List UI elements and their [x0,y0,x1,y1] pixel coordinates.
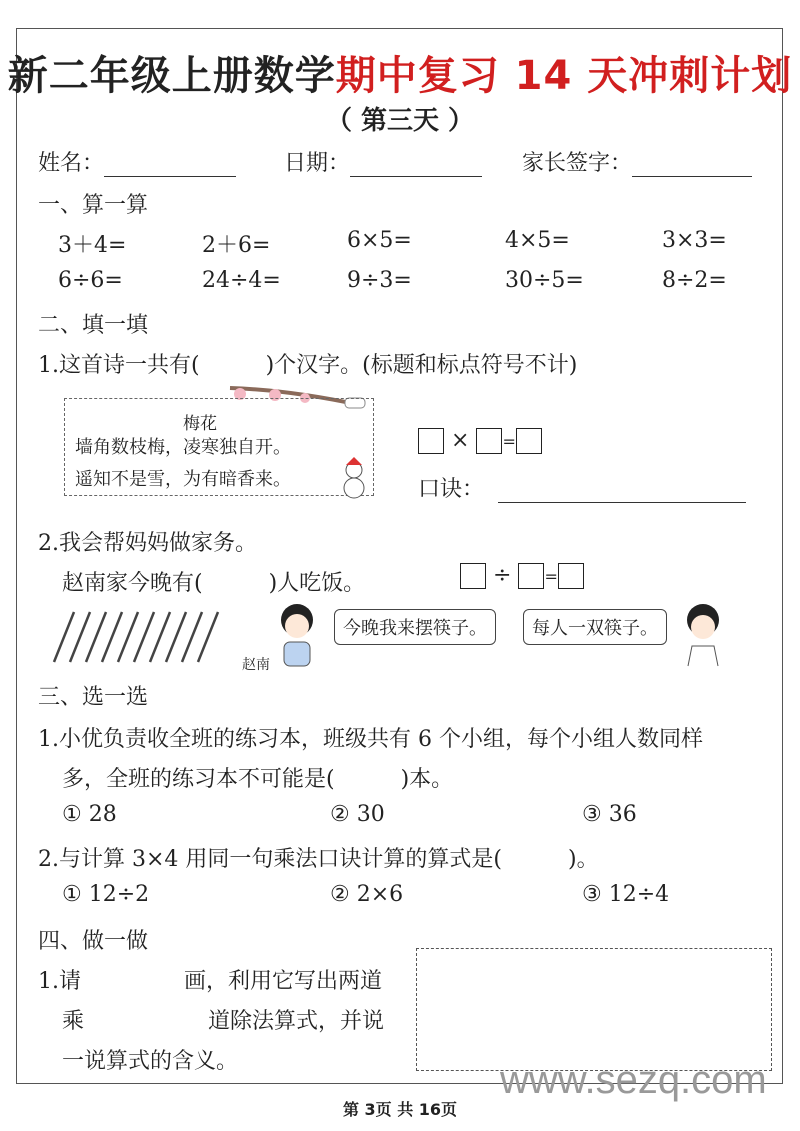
division-boxes[interactable] [460,563,584,589]
section1-heading: 一、算一算 [38,193,149,218]
question-3-1: 1.小优负责收全班的练习本，班级共有 6 个小组，每个小组人数同样 [38,727,703,752]
question-4-1-c: 乘 [62,1009,85,1034]
section4-heading: 四、做一做 [38,929,149,954]
title-black: 新二年级上册数学 [7,53,336,99]
zhaonan-label: 赵南 [242,657,270,673]
sign-label: 家长签字： [522,151,633,176]
calc-1: 3＋4= [58,233,127,258]
option-3-2-b[interactable]: ② 2×6 [330,882,404,907]
option-3-1-b[interactable]: ② 30 [330,802,385,827]
answer-box[interactable] [418,428,444,454]
answer-box[interactable] [518,563,544,589]
poem-box [64,398,374,496]
option-3-2-a[interactable]: ① 12÷2 [62,882,150,907]
divide-sign: ÷ [493,563,512,588]
section2-heading: 二、填一填 [38,313,149,338]
question-4-1-e: 一说算式的含义。 [62,1049,239,1074]
equals-sign: = [544,567,558,586]
equals-sign: = [502,432,516,451]
question-3-1-cont: 多，全班的练习本不可能是( )本。 [62,767,454,792]
question-2-2-blank: 赵南家今晚有( )人吃饭。 [62,571,366,596]
question-4-1-a: 1.请 [38,969,81,994]
boy-zhaonan-illustration [272,600,322,670]
watermark: www.sezq.com [500,1058,767,1102]
page-title [0,44,800,101]
chopsticks-illustration [50,608,220,664]
answer-box[interactable] [558,563,584,589]
drawing-area[interactable] [416,948,772,1071]
question-4-1-d: 道除法算式，并说 [208,1009,385,1034]
calc-8: 9÷3= [347,268,412,293]
section3-heading: 三、选一选 [38,685,149,710]
koujue-field[interactable] [418,472,746,503]
question-3-2: 2.与计算 3×4 用同一句乘法口诀计算的算式是( )。 [38,847,599,872]
question-2-2: 2.我会帮妈妈做家务。 [38,531,257,556]
name-field[interactable] [38,146,236,177]
calc-3: 6×5= [347,228,412,253]
calc-6: 6÷6= [58,268,123,293]
poem-line-1: 墙角数枝梅，凌寒独自开。 [75,437,291,458]
calc-4: 4×5= [505,228,570,253]
option-3-2-c[interactable]: ③ 12÷4 [582,882,670,907]
times-sign: × [451,428,470,453]
name-label: 姓名： [38,151,105,176]
question-4-1-b: 画，利用它写出两道 [184,969,383,994]
koujue-label: 口诀： [418,477,485,502]
calc-10: 8÷2= [662,268,727,293]
question-2-1: 1.这首诗一共有( )个汉字。(标题和标点符号不计) [38,353,578,378]
title-red: 期中复习 14 天冲刺计划 [335,53,793,99]
page-number: 第 3页 共 16页 [342,1100,458,1119]
poem-title: 梅花 [183,414,217,434]
speech-bubble-1: 今晚我来摆筷子。 [334,609,496,645]
answer-box[interactable] [516,428,542,454]
date-label: 日期： [284,151,351,176]
poem-line-2: 遥知不是雪，为有暗香来。 [75,469,291,490]
option-3-1-a[interactable]: ① 28 [62,802,117,827]
multiplication-boxes[interactable] [418,428,542,454]
parent-sign-field[interactable] [522,146,752,177]
subtitle: （ 第三天 ） [325,106,475,136]
calc-9: 30÷5= [505,268,584,293]
answer-box[interactable] [460,563,486,589]
boy-illustration [678,600,728,670]
answer-box[interactable] [476,428,502,454]
calc-2: 2＋6= [202,233,271,258]
calc-5: 3×3= [662,228,727,253]
snowman-illustration [336,456,372,500]
option-3-1-c[interactable]: ③ 36 [582,802,637,827]
calc-7: 24÷4= [202,268,281,293]
date-field[interactable] [284,146,482,177]
speech-bubble-2: 每人一双筷子。 [523,609,667,645]
